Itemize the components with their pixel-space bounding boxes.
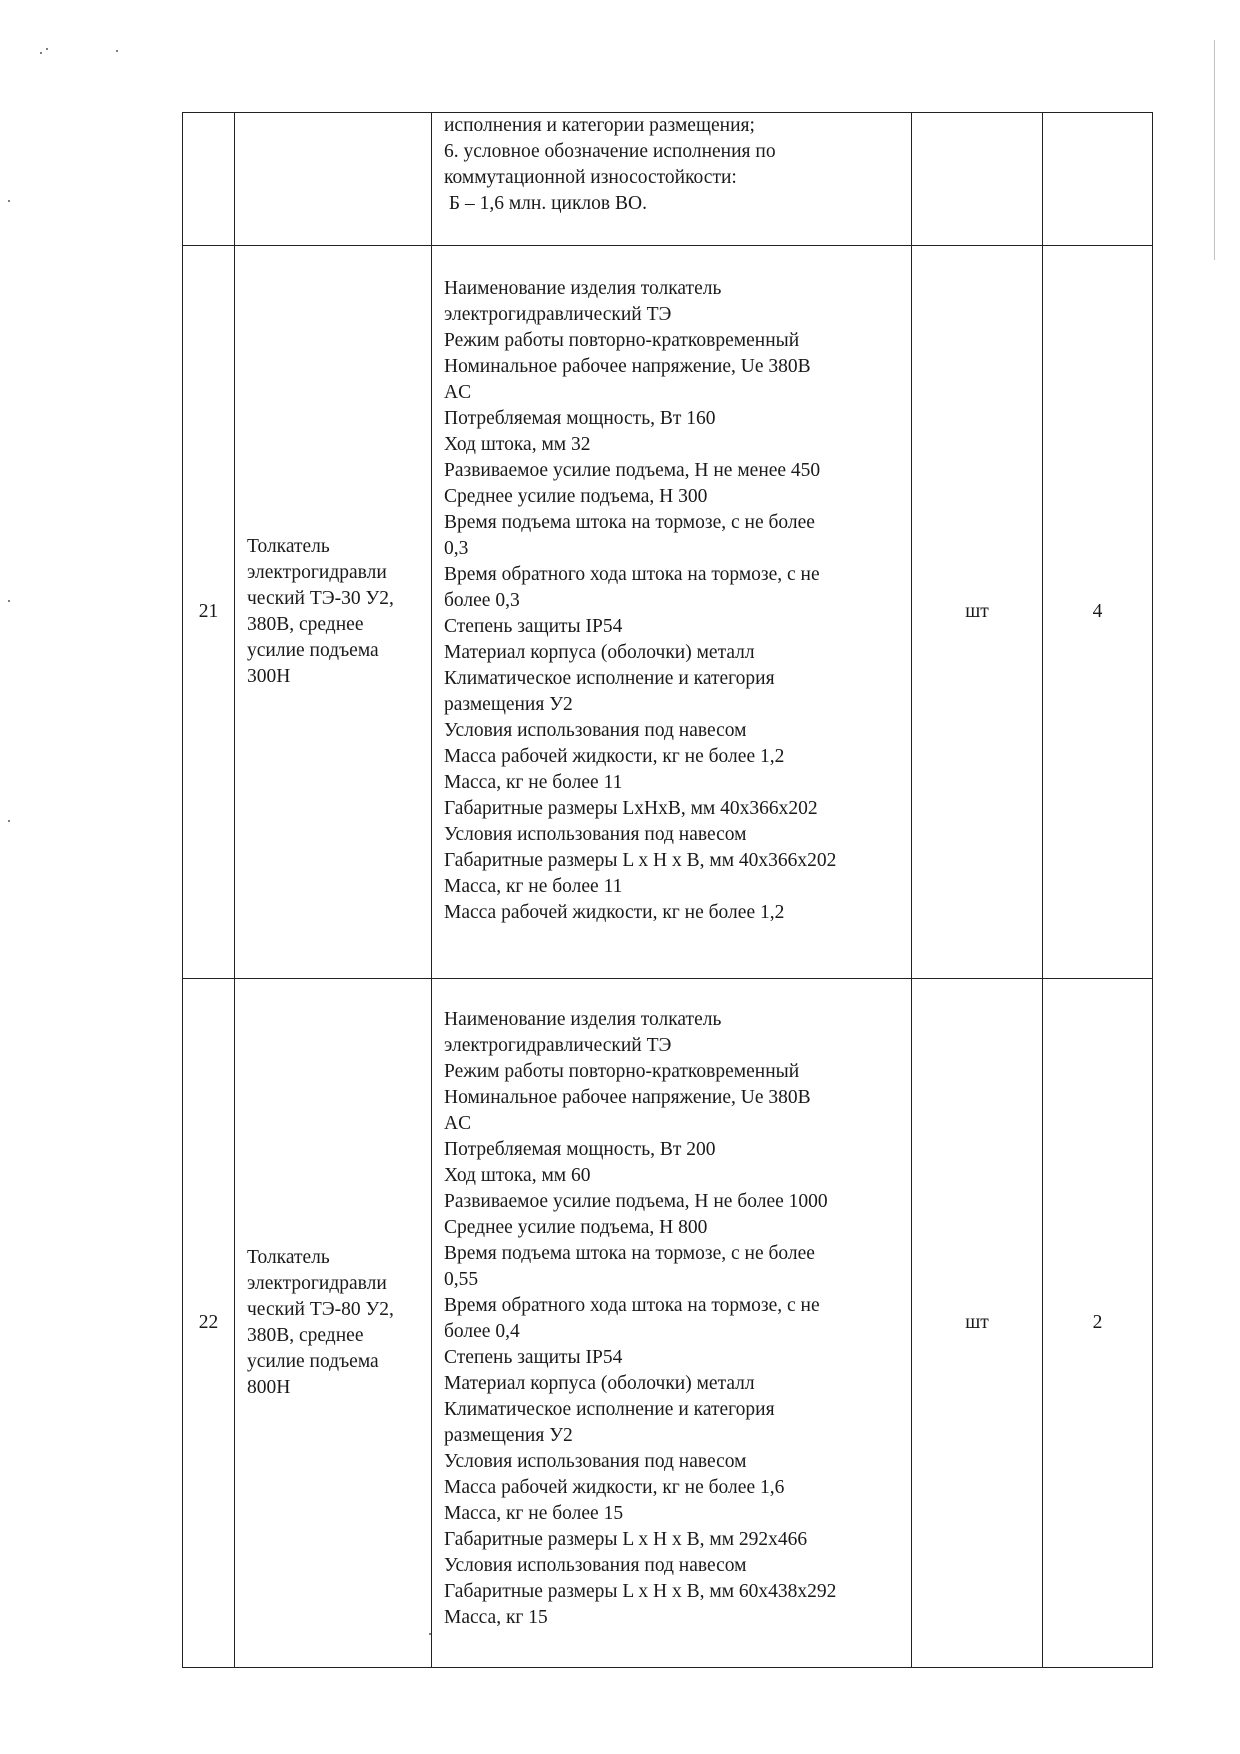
scan-speck <box>8 820 10 822</box>
description-line: Среднее усилие подъема, Н 300 <box>444 486 708 507</box>
description-line: Потребляемая мощность, Вт 200 <box>444 1139 716 1160</box>
row-number-cell: 22 <box>183 979 235 1668</box>
description-line: Развиваемое усилие подъема, Н не менее 450 <box>444 460 821 481</box>
description-line: 6. условное обозначение исполнения по <box>444 141 776 162</box>
description-line: Габаритные размеры L x H x B, мм 40x366x202 <box>444 850 837 871</box>
unit-cell: шт <box>912 246 1043 979</box>
unit-cell <box>912 113 1043 246</box>
description-line: Развиваемое усилие подъема, Н не более 1000 <box>444 1191 828 1212</box>
item-description-cell <box>432 113 912 246</box>
description-line: AC <box>444 1113 472 1134</box>
description-line: Время подъема штока на тормозе, с не более <box>444 1243 815 1264</box>
row-number-cell: 21 <box>183 246 235 979</box>
description-line: Климатическое исполнение и категория <box>444 1399 775 1420</box>
quantity-cell: 4 <box>1043 246 1153 979</box>
description-line: Масса рабочей жидкости, кг не более 1,6 <box>444 1477 785 1498</box>
scan-speck <box>8 200 10 202</box>
description-line: Условия использования под навесом <box>444 824 747 845</box>
description-line: Условия использования под навесом <box>444 1451 747 1472</box>
item-name-cell: Толкатель электрогидравли ческий ТЭ-80 У2, 380В, среднее усилие подъема 800Н <box>235 979 432 1668</box>
description-line: Условия использования под навесом <box>444 720 747 741</box>
description-line: коммутационной износостойкости: <box>444 167 737 188</box>
description-line: размещения У2 <box>444 694 573 715</box>
description-line: Наименование изделия толкатель <box>444 1009 722 1030</box>
description-line: размещения У2 <box>444 1425 573 1446</box>
description-line: Режим работы повторно-кратковременный <box>444 330 800 351</box>
item-name-cell <box>235 113 432 246</box>
description-line: AC <box>444 382 472 403</box>
description-line: исполнения и категории размещения; <box>444 115 755 136</box>
description-line: электрогидравлический ТЭ <box>444 1035 672 1056</box>
item-description-cell <box>432 979 912 1668</box>
description-line: Время обратного хода штока на тормозе, с не <box>444 1295 820 1316</box>
description-line: Габаритные размеры L x H x B, мм 60x438x292 <box>444 1581 837 1602</box>
scan-edge-line <box>1214 40 1215 260</box>
description-line: Масса, кг не более 11 <box>444 876 623 897</box>
description-line: Ход штока, мм 60 <box>444 1165 591 1186</box>
item-description-cell <box>432 246 912 979</box>
scan-speck <box>40 52 42 54</box>
description-line: Климатическое исполнение и категория <box>444 668 775 689</box>
description-line: Степень защиты IP54 <box>444 616 623 637</box>
description-line: Степень защиты IP54 <box>444 1347 623 1368</box>
description-line: Ход штока, мм 32 <box>444 434 591 455</box>
description-line: Масса, кг не более 15 <box>444 1503 624 1524</box>
quantity-cell: 2 <box>1043 979 1153 1668</box>
description-line: Масса, кг не более 11 <box>444 772 623 793</box>
description-line: Номинальное рабочее напряжение, Ue 380В <box>444 356 811 377</box>
scan-speck <box>116 50 118 52</box>
description-line: Материал корпуса (оболочки) металл <box>444 642 755 663</box>
description-line: Масса, кг 15 <box>444 1607 548 1628</box>
description-line: Б – 1,6 млн. циклов ВО. <box>444 193 647 214</box>
description-line: Среднее усилие подъема, Н 800 <box>444 1217 708 1238</box>
description-line: Номинальное рабочее напряжение, Ue 380В <box>444 1087 811 1108</box>
description-line: Габаритные размеры L x H x B, мм 292x466 <box>444 1529 808 1550</box>
table-row <box>183 246 1153 979</box>
table-row <box>183 113 1153 246</box>
table-row <box>183 979 1153 1668</box>
description-line: более 0,3 <box>444 590 520 611</box>
unit-cell: шт <box>912 979 1043 1668</box>
description-line: более 0,4 <box>444 1321 520 1342</box>
description-line: Материал корпуса (оболочки) металл <box>444 1373 755 1394</box>
description-line: Время подъема штока на тормозе, с не более <box>444 512 815 533</box>
description-line: Наименование изделия толкатель <box>444 278 722 299</box>
description-line: электрогидравлический ТЭ <box>444 304 672 325</box>
item-name-cell: Толкатель электрогидравли ческий ТЭ-30 У2, 380В, среднее усилие подъема 300Н <box>235 246 432 979</box>
description-line: 0,3 <box>444 538 469 559</box>
description-line: Масса рабочей жидкости, кг не более 1,2 <box>444 746 785 767</box>
description-line: Время обратного хода штока на тормозе, с не <box>444 564 820 585</box>
scan-speck <box>8 600 10 602</box>
scan-speck <box>46 48 48 50</box>
description-line: 0,55 <box>444 1269 479 1290</box>
specification-table <box>182 112 1153 1668</box>
quantity-cell <box>1043 113 1153 246</box>
row-number-cell <box>183 113 235 246</box>
description-line: Условия использования под навесом <box>444 1555 747 1576</box>
description-line: Режим работы повторно-кратковременный <box>444 1061 800 1082</box>
description-line: Масса рабочей жидкости, кг не более 1,2 <box>444 902 785 923</box>
description-line: Потребляемая мощность, Вт 160 <box>444 408 716 429</box>
description-line: Габаритные размеры LxHxB, мм 40x366x202 <box>444 798 818 819</box>
